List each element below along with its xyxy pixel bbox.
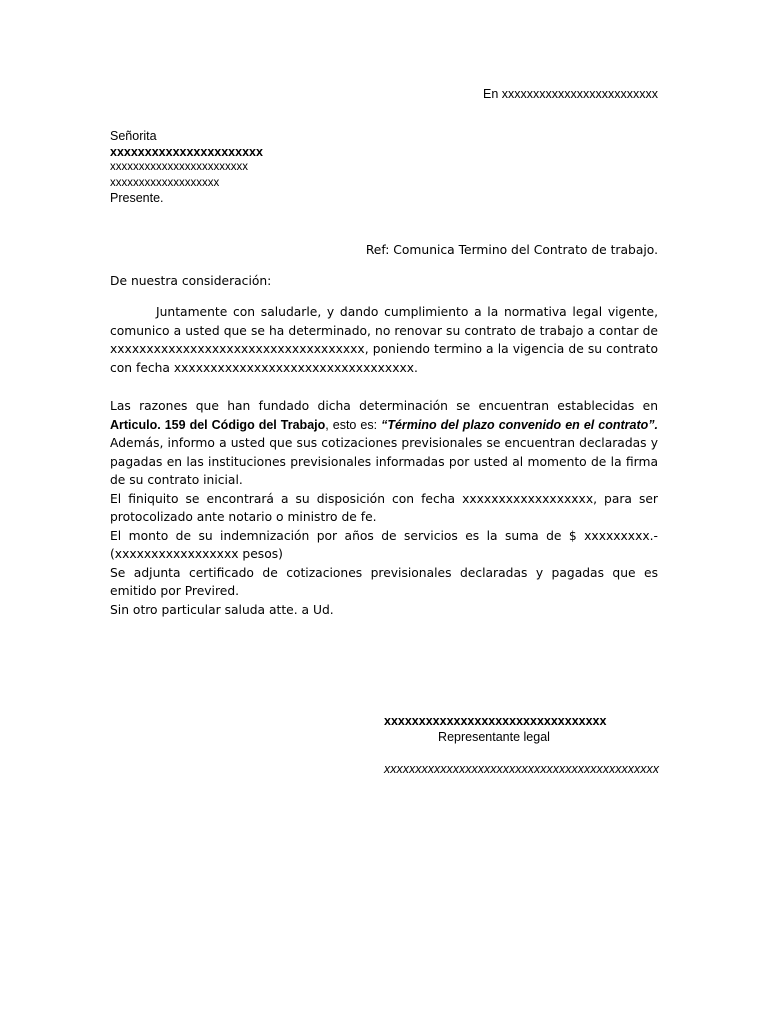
- signatory-name: xxxxxxxxxxxxxxxxxxxxxxxxxxxxxxxx: [384, 714, 607, 728]
- paragraph-reasons: [110, 397, 658, 490]
- article-reference: Articulo. 159 del Código del Trabajo: [110, 417, 326, 432]
- recipient-title: Señorita: [110, 129, 157, 143]
- date-line: En xxxxxxxxxxxxxxxxxxxxxxxxx: [482, 87, 658, 101]
- certificate-paragraph: Se adjunta certificado de cotizaciones previsionales declaradas y pagadas que es emitido por Previred.: [110, 565, 658, 598]
- recipient-line-1: xxxxxxxxxxxxxxxxxxxxxxxx: [110, 161, 248, 173]
- recipient-name: xxxxxxxxxxxxxxxxxxxxxx: [110, 144, 263, 159]
- termination-cause: “Término del plazo convenido en el contrato”.: [381, 417, 658, 432]
- signatory-id-line: xxxxxxxxxxxxxxxxxxxxxxxxxxxxxxxxxxxxxxxxxxxx: [384, 762, 659, 776]
- reference-line: Ref: Comunica Termino del Contrato de trabajo.: [365, 243, 658, 257]
- finiquito-paragraph: El finiquito se encontrará a su disposición con fecha xxxxxxxxxxxxxxxxxx, para ser protocolizado ante notario o ministro de fe.: [110, 491, 658, 524]
- paragraph-notice-text: Juntamente con saludarle, y dando cumplimiento a la normativa legal vigente, comunico a usted que se ha determinado, no renovar su contrato de trabajo a contar de xxxxxxxxxxxxxxxxxxxxxxxxxxxxxxxxxxx, poniendo termino a la vigencia de su contrato con fecha xxxxxxxxxxxxxxxxxxxxxxxxxxxxxxxxx.: [110, 305, 658, 375]
- indemnization-paragraph: El monto de su indemnización por años de servicios es la suma de $ xxxxxxxxx.- (xxxxxxxxxxxxxxxxx pesos): [110, 528, 658, 561]
- greeting: De nuestra consideración:: [110, 274, 272, 288]
- paragraph-reasons-block: [110, 397, 658, 619]
- recipient-line-2: xxxxxxxxxxxxxxxxxxx: [110, 176, 220, 189]
- reasons-intro: Las razones que han fundado dicha determinación se encuentran establecidas en: [110, 399, 658, 413]
- closing-line: Sin otro particular saluda atte. a Ud.: [110, 602, 334, 617]
- recipient-block: [110, 129, 510, 207]
- signatory-role: Representante legal: [438, 730, 550, 744]
- paragraph-notice: [110, 303, 658, 377]
- reasons-esto-es: , esto es:: [325, 417, 382, 432]
- reasons-rest: Además, informo a usted que sus cotizaciones previsionales se encuentran declaradas y pagadas en las instituciones previsionales informadas por usted al momento de la firma de su contrato inicial.: [110, 436, 658, 487]
- recipient-presente: Presente.: [110, 191, 164, 205]
- signature-block: [384, 713, 607, 745]
